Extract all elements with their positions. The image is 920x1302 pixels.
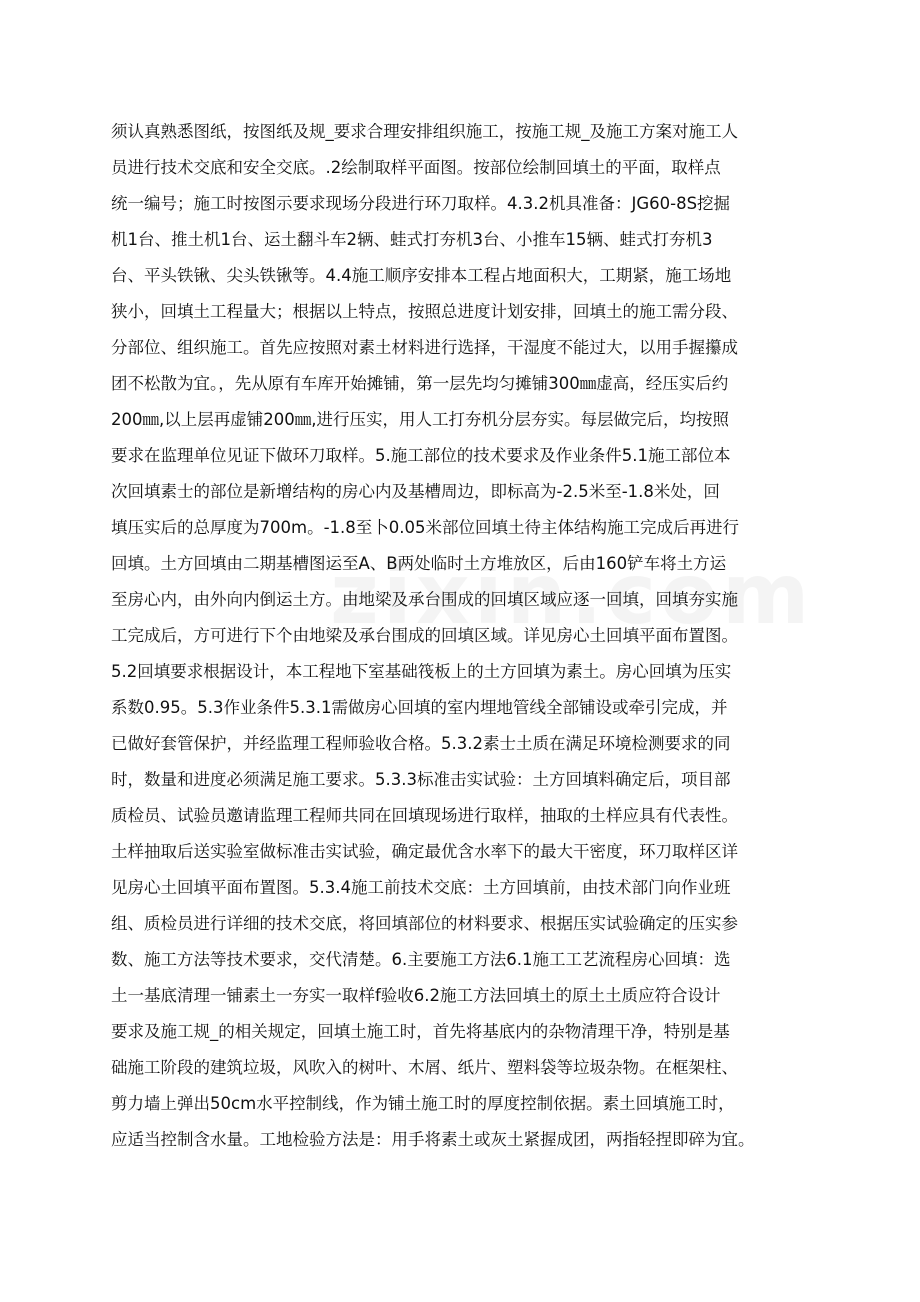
text-line: 须认真熟悉图纸，按图纸及规_要求合理安排组织施工，按施工规_及施工方案对施工人 xyxy=(111,122,738,141)
text-line: 至房心内，由外向内倒运土方。由地梁及承台围成的回填区域应逐一回填，回填夯实施 xyxy=(111,590,738,609)
text-line: 土一基底清理一铺素土一夯实一取样f验收6.2施工方法回填土的原土土质应符合设计 xyxy=(111,986,721,1005)
text-line: 5.2回填要求根据设计，本工程地下室基础筏板上的土方回填为素土。房心回填为压实 xyxy=(111,662,732,681)
text-line: 土样抽取后送实验室做标准击实试验，确定最优含水率下的最大干密度，环刀取样区详 xyxy=(111,842,738,861)
text-line: 质检员、试验员邀请监理工程师共同在回填现场进行取样，抽取的土样应具有代表性。 xyxy=(111,806,738,825)
text-line: 数、施工方法等技术要求，交代清楚。6.主要施工方法6.1施工工艺流程房心回填：选 xyxy=(111,950,731,969)
text-line: 系数0.95。5.3作业条件5.3.1需做房心回填的室内埋地管线全部铺设或牵引完成，并 xyxy=(111,698,728,717)
text-line: 次回填素士的部位是新增结构的房心内及基槽周边，即标高为-2.5米至-1.8米处，回 xyxy=(111,482,720,501)
text-line: 狭小，回填土工程量大；根据以上特点，按照总进度计划安排，回填土的施工需分段、 xyxy=(111,302,738,321)
text-line: 础施工阶段的建筑垃圾，风吹入的树叶、木屑、纸片、塑料袋等垃圾杂物。在框架柱、 xyxy=(111,1058,738,1077)
text-line: 组、质检员进行详细的技术交底，将回填部位的材料要求、根据压实试验确定的压实参 xyxy=(111,914,738,933)
text-line: 剪力墙上弹出50cm水平控制线，作为铺土施工时的厚度控制依据。素土回填施工时， xyxy=(111,1094,735,1113)
text-line: 回填。土方回填由二期基槽图运至A、B两处临时土方堆放区，后由160铲车将土方运 xyxy=(111,554,727,573)
body-text xyxy=(111,114,826,1158)
text-line: 要求在监理单位见证下做环刀取样。5.施工部位的技术要求及作业条件5.1施工部位本 xyxy=(111,446,731,465)
text-line: 分部位、组织施工。首先应按照对素土材料进行选择，干湿度不能过大，以用手握攥成 xyxy=(111,338,738,357)
text-line: 机1台、推土机1台、运土翻斗车2辆、蛙式打夯机3台、小推车15辆、蛙式打夯机3 xyxy=(111,230,713,249)
text-line: 已做好套管保护，并经监理工程师验收合格。5.3.2素士土质在满足环境检测要求的同 xyxy=(111,734,731,753)
text-line: 团不松散为宜。，先从原有车库开始摊铺，第一层先均匀摊铺300㎜虚高，经压实后约 xyxy=(111,374,729,393)
text-line: 员进行技术交底和安全交底。.2绘制取样平面图。按部位绘制回填土的平面，取样点 xyxy=(111,158,721,177)
text-line: 200㎜,以上层再虚铺200㎜,进行压实，用人工打夯机分层夯实。每层做完后，均按照 xyxy=(111,410,729,429)
text-line: 见房心土回填平面布置图。5.3.4施工前技术交底：土方回填前，由技术部门向作业班 xyxy=(111,878,731,897)
text-line: 时，数量和进度必须满足施工要求。5.3.3标准击实试验：土方回填料确定后，项目部 xyxy=(111,770,731,789)
text-line: 填压实后的总厚度为700m。-1.8至卜0.05米部位回填土待主体结构施工完成后再进行 xyxy=(111,518,739,537)
text-line: 要求及施工规_的相关规定，回填土施工时，首先将基底内的杂物清理干净，特别是基 xyxy=(111,1022,730,1041)
text-line: 统一编号；施工时按图示要求现场分段进行环刀取样。4.3.2机具准备：JG60-8S挖掘 xyxy=(111,194,731,213)
text-line: 应适当控制含水量。工地检验方法是：用手将素土或灰土紧握成团，两指轻捏即碎为宜。 xyxy=(111,1130,755,1149)
text-line: 工完成后，方可进行下个由地梁及承台围成的回填区域。详见房心土回填平面布置图。 xyxy=(111,626,738,645)
text-line: 台、平头铁锹、尖头铁锹等。4.4施工顺序安排本工程占地面积大，工期紧，施工场地 xyxy=(111,266,732,285)
